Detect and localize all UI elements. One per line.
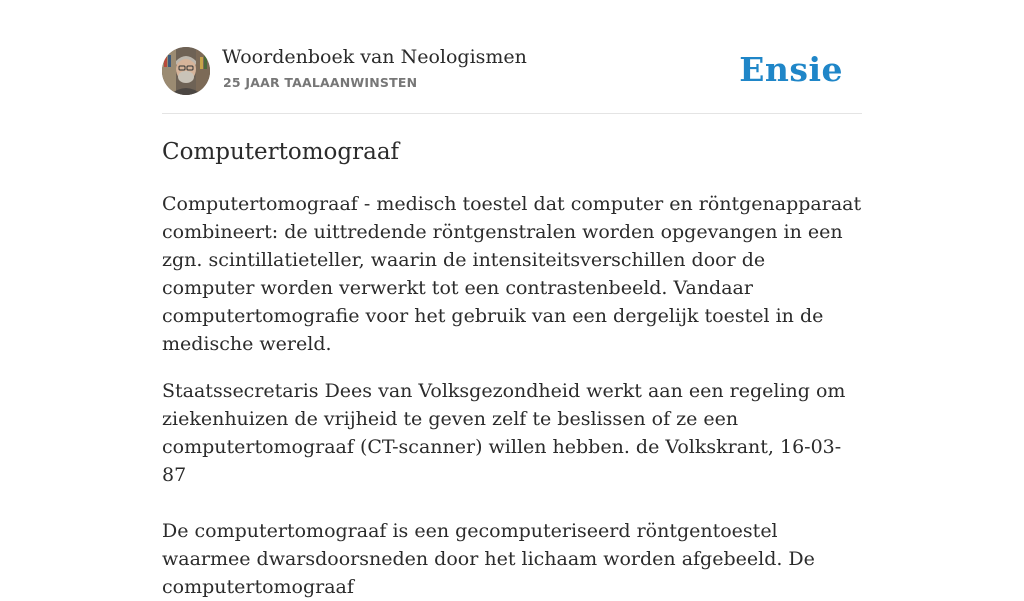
- definition-paragraph: Computertomograaf - medisch toestel dat computer en röntgenapparaat combineert: de uittredende röntgenstralen worden opgevangen in een zgn. scintillatieteller, waarin de intensiteitsverschillen door de computer worden verwerkt tot een contrastenbeeld. Vandaar computertomografie voor het gebruik van een dergelijk toestel in de medische wereld.: [162, 193, 862, 355]
- entry-title: Computertomograaf: [162, 139, 400, 165]
- source-subtitle: 25 JAAR TAALAANWINSTEN: [223, 75, 418, 90]
- source-title[interactable]: Woordenboek van Neologismen: [222, 46, 527, 68]
- author-photo-icon: [162, 47, 210, 95]
- header-divider: [162, 113, 862, 114]
- ensie-logo[interactable]: Ensie: [739, 50, 843, 89]
- header: [162, 45, 862, 113]
- entry-content: [162, 190, 862, 601]
- author-avatar[interactable]: [162, 47, 210, 95]
- quote-paragraph: Staatssecretaris Dees van Volksgezondheid werkt aan een regeling om ziekenhuizen de vrijheid te geven zelf te beslissen of ze een computertomograaf (CT-scanner) willen hebben. de Volkskrant, 16-03-87: [162, 380, 846, 486]
- description-paragraph: De computertomograaf is een gecomputeriseerd röntgentoestel waarmee dwarsdoorsneden door het lichaam worden afgebeeld. De computertomograaf: [162, 520, 815, 598]
